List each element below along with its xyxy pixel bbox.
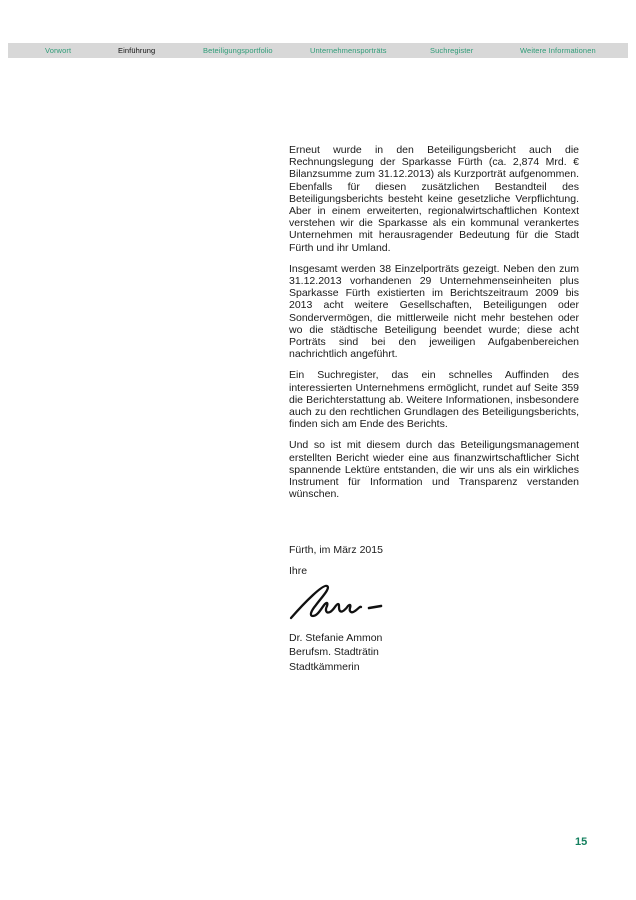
page-number: 15 <box>575 836 588 848</box>
paragraph-4: Und so ist mit diesem durch das Beteiligungsmanagement erstellten Bericht wieder eine aus finanzwirtschaftlicher Sicht spannende Lektüre entstanden, die wir uns als ein wirkliches Instrument für Information und Transparenz verstanden wünschen. <box>289 439 579 501</box>
date-line: Fürth, im März 2015 <box>289 544 383 557</box>
paragraph-3: Ein Suchregister, das ein schnelles Auffinden des interessierten Unternehmens ermöglicht, rundet auf Seite 359 die Berichterstattung ab. Weitere Informationen, insbesondere auch zu den rechtlichen Grundlagen des Beteiligungsberichts, finden sich am Ende des Berichts. <box>289 369 579 431</box>
signer-name: Dr. Stefanie Ammon <box>289 631 383 644</box>
nav-item-einfuehrung[interactable]: Einführung <box>118 46 156 55</box>
nav-item-suchregister[interactable]: Suchregister <box>430 46 474 55</box>
nav-item-beteiligungsportfolio[interactable]: Beteiligungsportfolio <box>203 46 273 55</box>
signer-block <box>289 631 579 675</box>
nav-item-unternehmensportraets[interactable]: Unternehmensporträts <box>310 46 387 55</box>
signer-title-2: Stadtkämmerin <box>289 661 360 674</box>
signature-image <box>289 581 389 623</box>
paragraph-1: Erneut wurde in den Beteiligungsbericht auch die Rechnungslegung der Sparkasse Fürth (ca. 2,874 Mrd. € Bilanzsumme zum 31.12.2013) als Kurzporträt aufgenommen. Ebenfalls für diesen zusätzlichen Bestandteil des Beteiligungsberichts besteht keine gesetzliche Verpflichtung. Aber in einem erweiterten, regionalwirtschaftlichen Kontext verstehen wir die Sparkasse als ein kommunal verankertes Unternehmen mit herausragender Bedeutung für die Stadt Fürth und ihr Umland. <box>289 144 579 254</box>
paragraph-2: Insgesamt werden 38 Einzelporträts gezeigt. Neben den zum 31.12.2013 vorhandenen 29 Unternehmenseinheiten plus Sparkasse Fürth existierten im Berichtszeitraum 2009 bis 2013 acht weitere Gesellschaften, Beteiligungen oder Sondervermögen, die mittlerweile nicht mehr bestehen oder wo die städtische Beteiligung beendet wurde; diese acht Porträts sind bei den jeweiligen Aufgabenbereichen nachrichtlich angeführt. <box>289 262 579 361</box>
salutation: Ihre <box>289 564 308 577</box>
nav-item-weitere-informationen[interactable]: Weitere Informationen <box>520 46 596 55</box>
nav-item-vorwort[interactable]: Vorwort <box>45 46 72 55</box>
chapter-nav-bar <box>8 43 628 58</box>
page-content <box>289 144 579 675</box>
signer-title-1: Berufsm. Stadträtin <box>289 646 379 659</box>
